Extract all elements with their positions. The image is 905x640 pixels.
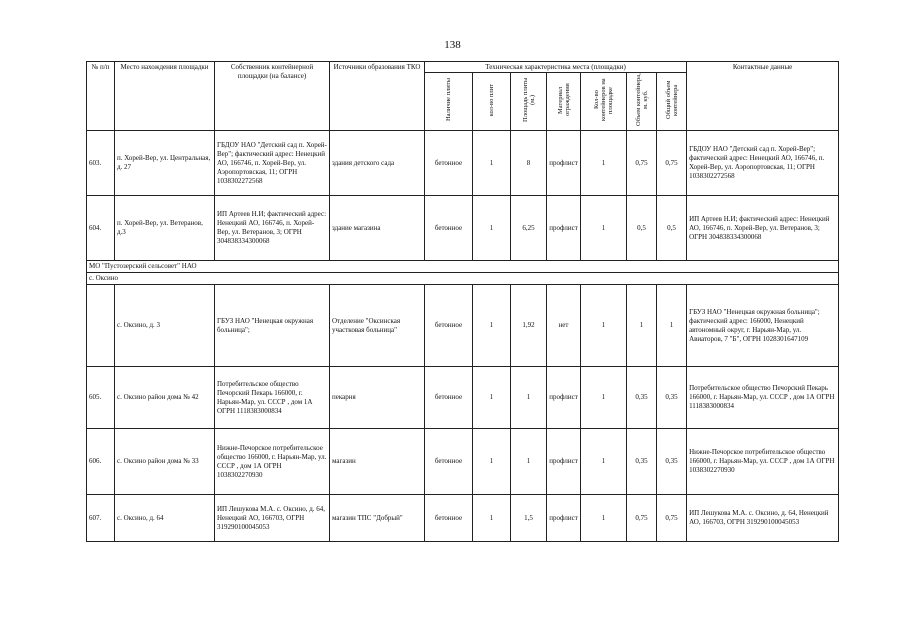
- header-contacts: Контактные данные: [687, 62, 839, 131]
- cell-volume: 0,5: [627, 196, 657, 261]
- section-row: [87, 261, 839, 273]
- cell-owner: Потребительское общество Печорский Пекарь 166000, г. Нарьян-Мар, ул. СССР , дом 1А ОГРН 1118383000834: [215, 367, 330, 429]
- cell-plates: 1: [473, 131, 511, 196]
- cell-plate: бетонное: [425, 429, 473, 495]
- cell-area: 6,25: [511, 196, 547, 261]
- subheader-plate: Наличие плиты: [445, 78, 452, 122]
- cell-total: 0,5: [657, 196, 687, 261]
- cell-plate: бетонное: [425, 495, 473, 542]
- cell-area: 1,5: [511, 495, 547, 542]
- page-number: 138: [444, 39, 461, 51]
- cell-volume: 0,35: [627, 429, 657, 495]
- header-no: № п/п: [87, 62, 115, 131]
- section-row: [87, 273, 839, 285]
- header-place: Место нахождения площадки: [115, 62, 215, 131]
- header-tech: Техническая характеристика места (площадки): [425, 62, 687, 73]
- cell-count: 1: [581, 285, 627, 367]
- cell-contacts: ГБДОУ НАО "Детский сад п. Хорей-Вер"; фактический адрес: Ненецкий АО, 166746, п. Хорей-Вер, ул. Аэропортовская, 11; ОГРН 1038302272568: [687, 131, 839, 196]
- cell-no: 604.: [87, 196, 115, 261]
- cell-area: 1,92: [511, 285, 547, 367]
- cell-area: 8: [511, 131, 547, 196]
- cell-place: с. Оксино район дома № 33: [115, 429, 215, 495]
- cell-plate: бетонное: [425, 131, 473, 196]
- cell-plates: 1: [473, 285, 511, 367]
- subheader-cell: [547, 73, 581, 131]
- cell-volume: 0,75: [627, 131, 657, 196]
- cell-total: 0,75: [657, 131, 687, 196]
- cell-total: 0,35: [657, 429, 687, 495]
- subheader-volume: Объем контейнера, м. куб.: [634, 73, 649, 127]
- subheader-cell: [581, 73, 627, 131]
- header-owner: Собственник контейнерной площадки (на балансе): [215, 62, 330, 131]
- cell-volume: 0,35: [627, 367, 657, 429]
- cell-volume: 1: [627, 285, 657, 367]
- cell-no: [87, 285, 115, 367]
- subheader-total: Общий объем контейнера: [664, 80, 679, 120]
- cell-fence: профлист: [547, 367, 581, 429]
- cell-no: 605.: [87, 367, 115, 429]
- cell-plate: бетонное: [425, 196, 473, 261]
- cell-area: 1: [511, 429, 547, 495]
- cell-contacts: ГБУЗ НАО "Ненецкая окружная больница"; фактический адрес: 166000, Ненецкий автономный округ, г. Нарьян-Мар, ул. Авиаторов, 7 "Б", ОГРН 1028301647109: [687, 285, 839, 367]
- cell-no: 603.: [87, 131, 115, 196]
- header-source: Источники образования ТКО: [330, 62, 425, 131]
- subheader-cell: [657, 73, 687, 131]
- cell-volume: 0,75: [627, 495, 657, 542]
- cell-source: магазин: [330, 429, 425, 495]
- cell-count: 1: [581, 131, 627, 196]
- cell-place: с. Оксино район дома № 42: [115, 367, 215, 429]
- cell-source: здание магазина: [330, 196, 425, 261]
- cell-place: п. Хорей-Вер, ул. Ветеранов, д.3: [115, 196, 215, 261]
- cell-total: 0,35: [657, 367, 687, 429]
- cell-plates: 1: [473, 429, 511, 495]
- cell-plates: 1: [473, 367, 511, 429]
- cell-plates: 1: [473, 495, 511, 542]
- cell-plate: бетонное: [425, 367, 473, 429]
- subheader-plates: кол-во плит: [488, 83, 495, 117]
- cell-no: 606.: [87, 429, 115, 495]
- cell-total: 1: [657, 285, 687, 367]
- cell-contacts: ИП Артеев Н.И; фактический адрес: Ненецкий АО, 166746, п. Хорей-Вер, ул. Ветеранов, 3; ОГРН 304838334300068: [687, 196, 839, 261]
- cell-source: магазин ТПС "Добрый": [330, 495, 425, 542]
- cell-source: здания детского сада: [330, 131, 425, 196]
- cell-fence: нет: [547, 285, 581, 367]
- cell-no: 607.: [87, 495, 115, 542]
- subheader-area: Площадь плиты (м.): [521, 77, 536, 123]
- table-row: [87, 196, 839, 261]
- cell-contacts: Нижне-Печорское потребительское общество 166000, г. Нарьян-Мар, ул. СССР , дом 1А ОГРН 1038302270930: [687, 429, 839, 495]
- section-title: МО "Пустозерский сельсовет" НАО: [87, 261, 839, 273]
- cell-source: пекарня: [330, 367, 425, 429]
- cell-fence: профлист: [547, 131, 581, 196]
- cell-contacts: ИП Лешукова М.А. с. Оксино, д. 64, Ненецкий АО, 166703, ОГРН 319290100045053: [687, 495, 839, 542]
- cell-fence: профлист: [547, 196, 581, 261]
- registry-table: [86, 61, 839, 542]
- cell-owner: ГБДОУ НАО "Детский сад п. Хорей-Вер"; фактический адрес: Ненецкий АО, 166746, п. Хорей-Вер, ул. Аэропортовская, 11; ОГРН 1038302272568: [215, 131, 330, 196]
- subheader-fence: Материал ограждения: [556, 83, 571, 117]
- cell-plate: бетонное: [425, 285, 473, 367]
- cell-owner: ГБУЗ НАО "Ненецкая окружная больница";: [215, 285, 330, 367]
- cell-fence: профлист: [547, 429, 581, 495]
- section-title: с. Оксино: [87, 273, 839, 285]
- subheader-cell: [425, 73, 473, 131]
- cell-count: 1: [581, 367, 627, 429]
- subheader-count: Кол-во контейнеров на площадке: [593, 78, 614, 122]
- cell-owner: ИП Артеев Н.И; фактический адрес: Ненецкий АО, 166746, п. Хорей-Вер, ул. Ветеранов, 3; ОГРН 304838334300068: [215, 196, 330, 261]
- cell-owner: ИП Лешукова М.А. с. Оксино, д. 64, Ненецкий АО, 166703, ОГРН 319290100045053: [215, 495, 330, 542]
- cell-owner: Нижне-Печорское потребительское общество 166000, г. Нарьян-Мар, ул. СССР , дом 1А ОГРН 1038302270930: [215, 429, 330, 495]
- table-row: [87, 429, 839, 495]
- table-row: [87, 367, 839, 429]
- cell-count: 1: [581, 429, 627, 495]
- cell-total: 0,75: [657, 495, 687, 542]
- cell-contacts: Потребительское общество Печорский Пекарь 166000, г. Нарьян-Мар, ул. СССР , дом 1А ОГРН 1118383000834: [687, 367, 839, 429]
- cell-count: 1: [581, 196, 627, 261]
- table-row: [87, 131, 839, 196]
- table-row: [87, 495, 839, 542]
- cell-plates: 1: [473, 196, 511, 261]
- subheader-cell: [511, 73, 547, 131]
- table-row: [87, 285, 839, 367]
- cell-source: Отделение "Оксинская участковая больница": [330, 285, 425, 367]
- cell-area: 1: [511, 367, 547, 429]
- cell-fence: профлист: [547, 495, 581, 542]
- cell-place: п. Хорей-Вер, ул. Центральная, д. 27: [115, 131, 215, 196]
- cell-count: 1: [581, 495, 627, 542]
- subheader-cell: [473, 73, 511, 131]
- subheader-cell: [627, 73, 657, 131]
- cell-place: с. Оксино, д. 3: [115, 285, 215, 367]
- cell-place: с. Оксино, д. 64: [115, 495, 215, 542]
